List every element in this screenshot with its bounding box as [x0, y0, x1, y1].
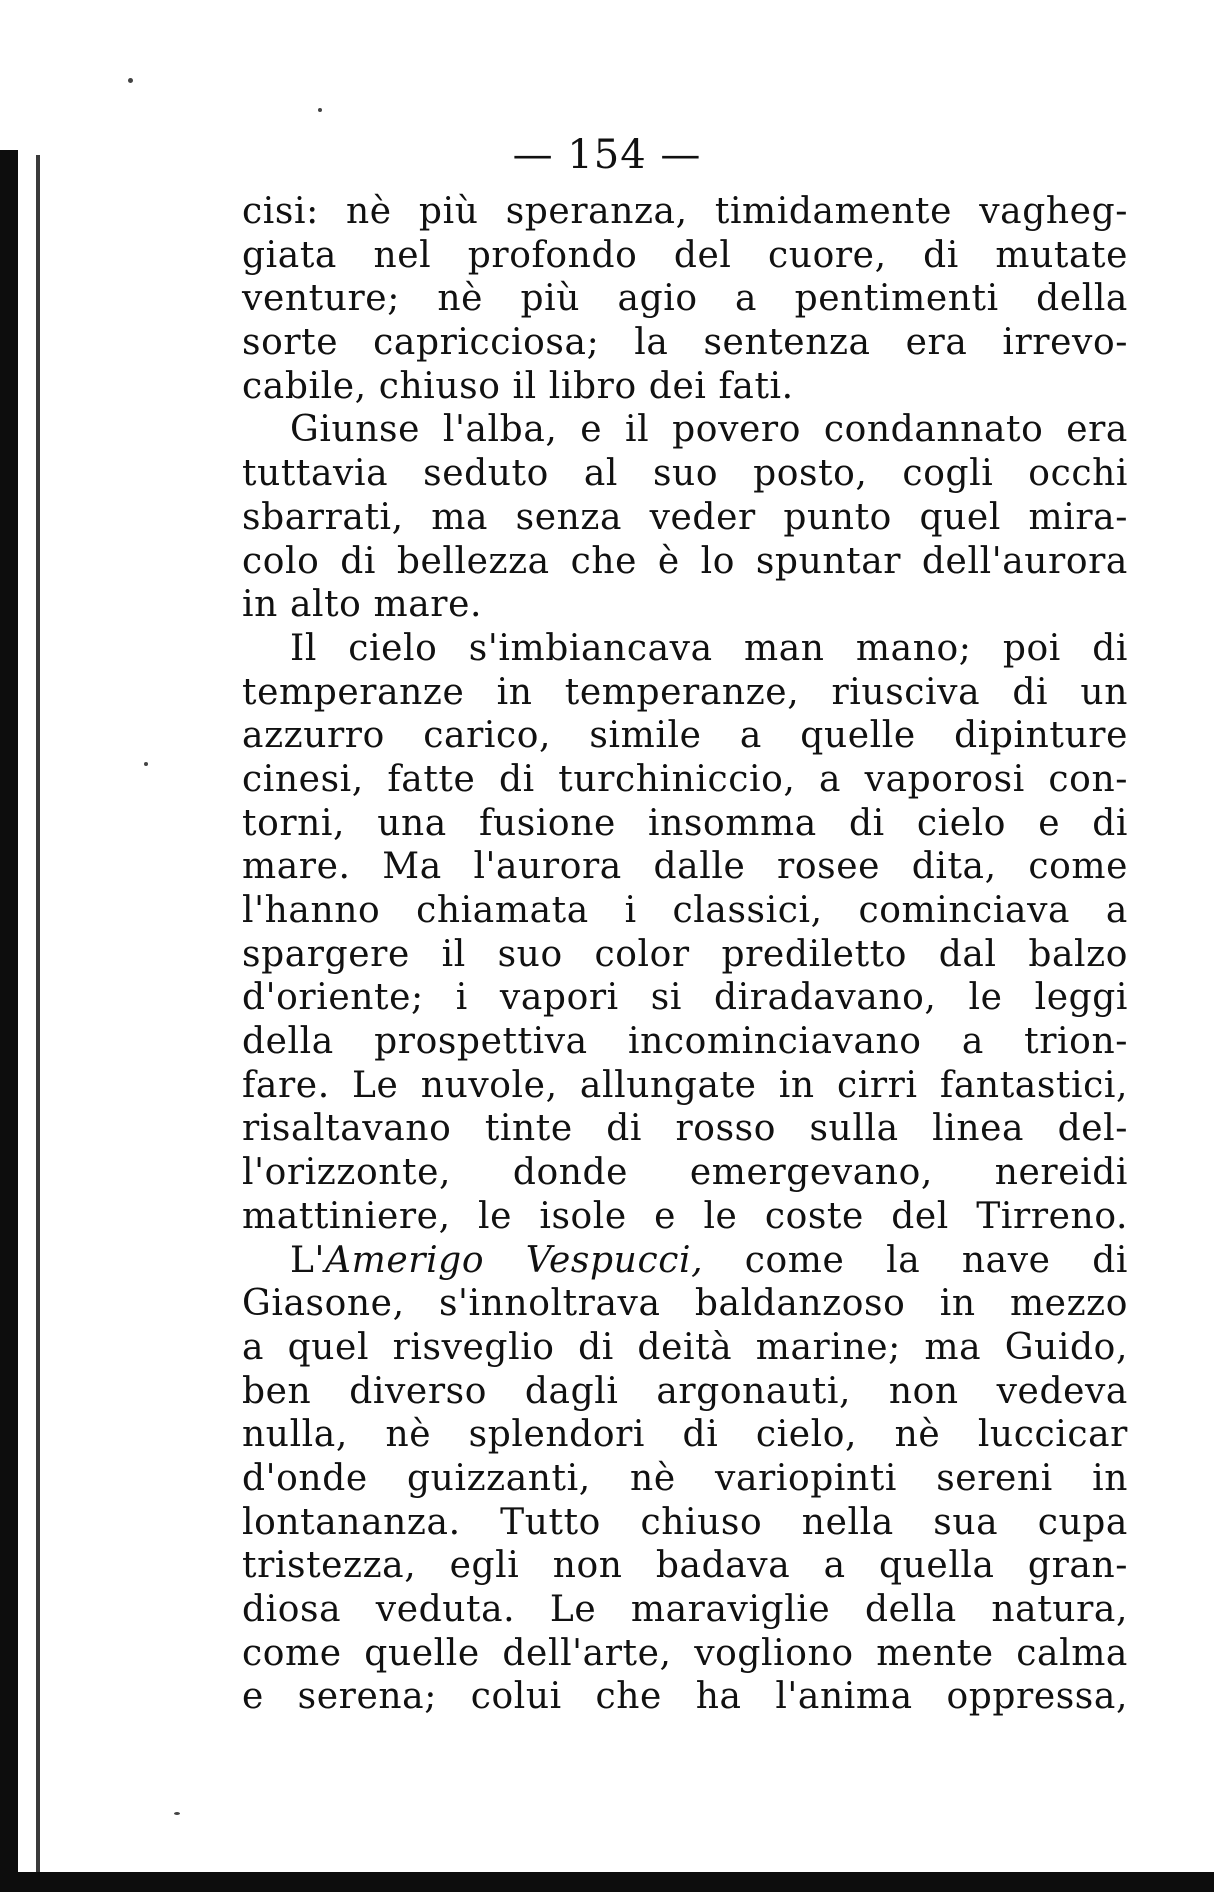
text-line: lontananza. Tutto chiuso nella sua cupa	[242, 1501, 1128, 1543]
paragraph-start-line	[242, 1239, 1128, 1283]
text-line: venture; nè più agio a pentimenti della	[242, 278, 1128, 320]
text-line: diosa veduta. Le maraviglie della natura,	[242, 1589, 1128, 1630]
text-line: in alto mare.	[242, 584, 483, 626]
text-line: torni, una fusione insomma di cielo e di	[242, 802, 1128, 844]
text-line: azzurro carico, simile a quelle dipinture	[242, 715, 1128, 757]
text-line: sbarrati, ma senza veder punto quel mira-	[242, 496, 1128, 538]
text-line: risaltavano tinte di rosso sulla linea del-	[242, 1108, 1128, 1150]
text-line: fare. Le nuvole, allungate in cirri fantastici,	[242, 1064, 1128, 1106]
ship-name: Amerigo Vespucci,	[325, 1239, 704, 1281]
text-line: della prospettiva incominciavano a trion-	[242, 1021, 1128, 1063]
scan-binding-edge	[0, 150, 18, 1892]
text-line: d'oriente; i vapori si diradavano, le leggi	[242, 977, 1128, 1019]
page-number: — 154 —	[512, 132, 702, 178]
paragraph-start-line: Il cielo s'imbiancava man mano; poi di	[290, 627, 1128, 669]
text-line: cinesi, fatte di turchiniccio, a vaporosi con-	[242, 758, 1128, 800]
body-text	[242, 190, 1128, 1719]
text-line: giata nel profondo del cuore, di mutate	[242, 234, 1128, 276]
text-line: tristezza, egli non badava a quella gran-	[242, 1545, 1128, 1587]
text-line: cabile, chiuso il libro dei fati.	[242, 365, 794, 407]
text-line: l'orizzonte, donde emergevano, nereidi	[242, 1152, 1128, 1194]
text-run: come la nave di	[703, 1239, 1128, 1281]
scan-bottom-edge	[0, 1872, 1214, 1892]
paragraph-start-line: Giunse l'alba, e il povero condannato era	[290, 409, 1128, 451]
text-line: l'hanno chiamata i classici, cominciava a	[242, 890, 1128, 931]
scan-speck	[318, 108, 322, 112]
text-line: d'onde guizzanti, nè variopinti sereni in	[242, 1457, 1128, 1499]
scan-speck	[174, 1812, 180, 1815]
text-line: come quelle dell'arte, vogliono mente calma	[242, 1632, 1128, 1674]
text-line: nulla, nè splendori di cielo, nè luccicar	[242, 1414, 1128, 1456]
text-line: colo di bellezza che è lo spuntar dell'aurora	[242, 540, 1128, 582]
text-line: e serena; colui che ha l'anima oppressa,	[242, 1676, 1128, 1718]
text-line: tuttavia seduto al suo posto, cogli occhi	[242, 453, 1128, 495]
scan-speck	[144, 762, 148, 766]
text-line: spargere il suo color prediletto dal balzo	[242, 933, 1128, 975]
text-line: cisi: nè più speranza, timidamente vagheg-	[242, 191, 1128, 232]
text-line: mattiniere, le isole e le coste del Tirreno.	[242, 1195, 1128, 1237]
text-line: sorte capricciosa; la sentenza era irrevo-	[242, 322, 1128, 364]
text-line: mare. Ma l'aurora dalle rosee dita, come	[242, 846, 1128, 888]
text-line: temperanze in temperanze, riusciva di un	[242, 671, 1128, 713]
text-run: L'	[290, 1239, 326, 1281]
text-line: ben diverso dagli argonauti, non vedeva	[242, 1370, 1128, 1412]
scan-shadow-line	[36, 155, 40, 1875]
text-line: a quel risveglio di deità marine; ma Guido,	[242, 1326, 1128, 1368]
text-line: Giasone, s'innoltrava baldanzoso in mezzo	[242, 1283, 1128, 1325]
scan-speck	[128, 78, 133, 83]
